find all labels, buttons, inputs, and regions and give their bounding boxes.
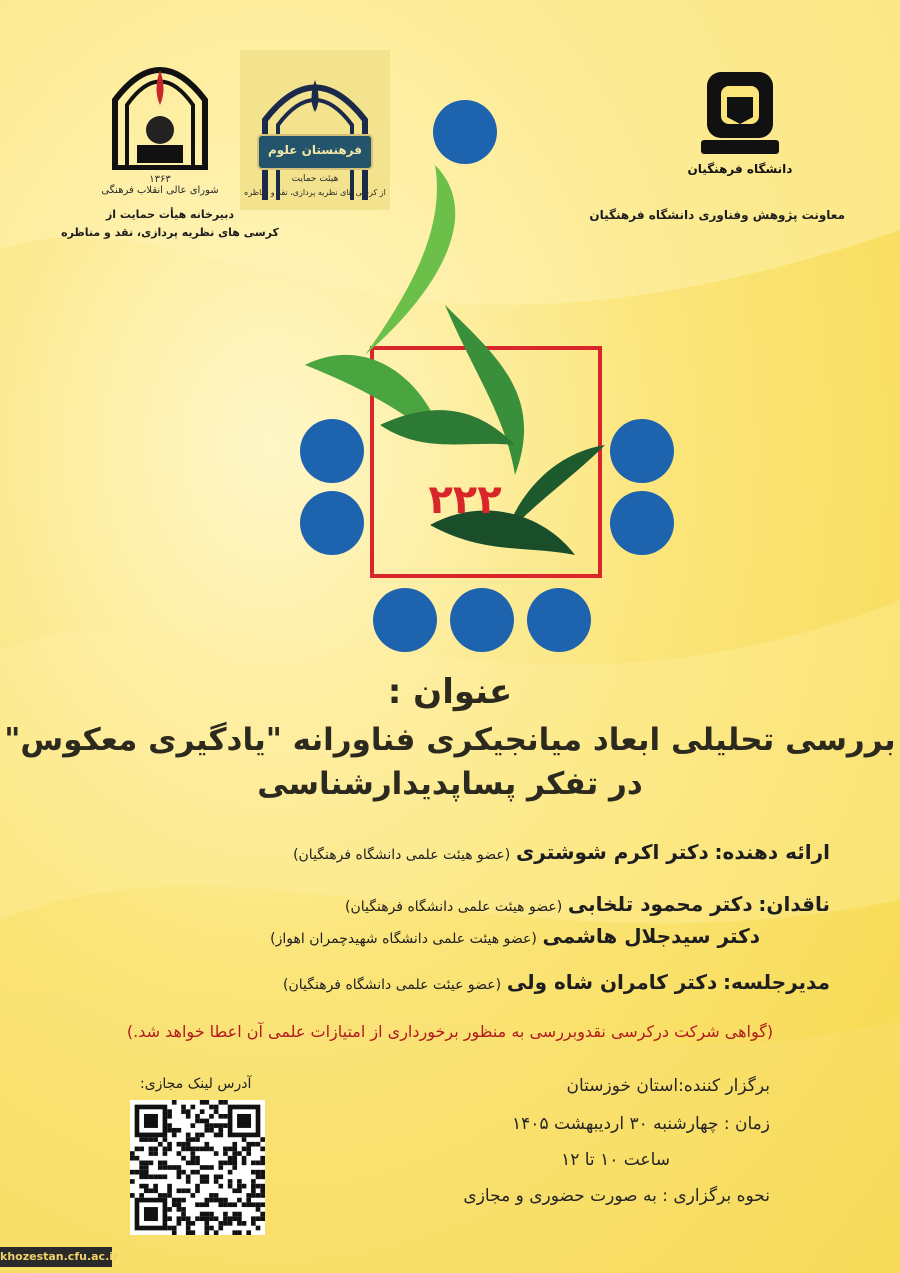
emblem-dot (373, 588, 437, 652)
moderator-name: دکتر کامران شاه ولی (506, 970, 718, 994)
critic-line-1 (345, 892, 830, 916)
critic-affiliation: (عضو هیئت علمی دانشگاه شهیدچمران اهواز) (270, 931, 537, 947)
event-date: زمان : چهارشنبه ۳۰ اردیبهشت ۱۴۰۵ (512, 1114, 770, 1134)
moderator-affiliation: (عضو عیئت علمی دانشگاه فرهنگیان) (283, 977, 502, 993)
title-label: عنوان : (387, 672, 513, 712)
moderator-line (283, 970, 830, 994)
link-label: آدرس لینک مجازی: (140, 1076, 252, 1092)
emblem-dot (610, 491, 674, 555)
emblem-dot (527, 588, 591, 652)
presenter-line (293, 840, 830, 864)
university-emblem-icon (695, 62, 785, 162)
critic-name: دکتر محمود تلخابی (567, 892, 753, 916)
critics-label: ناقدان: (758, 892, 830, 916)
event-hours: ساعت ۱۰ تا ۱۲ (561, 1150, 670, 1170)
certificate-note: (گواهی شرکت درکرسی نقدوبررسی به منظور برخورداری از امتیازات علمی آن اعطا خواهد شد.) (126, 1022, 774, 1041)
moderator-label: مدیرجلسه: (723, 970, 830, 994)
council-caption-2: کرسی های نظریه پردازی، نقد و مناظره (61, 226, 279, 239)
emblem-dot (450, 588, 514, 652)
presenter-name: دکتر اکرم شوشتری (515, 840, 709, 864)
critic-affiliation: (عضو هیئت علمی دانشگاه فرهنگیان) (345, 899, 563, 915)
qr-code[interactable] (130, 1100, 265, 1235)
university-caption: معاونت پژوهش وفناوری دانشگاه فرهنگیان (589, 208, 845, 222)
emblem-dot (300, 419, 364, 483)
emblem-dot (300, 491, 364, 555)
emblem-dot (433, 100, 497, 164)
event-mode: نحوه برگزاری : به صورت حضوری و مجازی (463, 1186, 770, 1206)
council-caption-1: دبیرخانه هیأت حمایت از (105, 208, 235, 221)
event-organizer: برگزار کننده:استان خوزستان (566, 1076, 770, 1096)
council-year: ۱۳۶۳ (149, 174, 171, 185)
council-name: شورای عالی انقلاب فرهنگی (101, 185, 219, 196)
footer-site[interactable]: khozestan.cfu.ac.ir (0, 1247, 112, 1267)
title-line-1: بررسی تحلیلی ابعاد میانجیکری فناورانه "یادگیری معکوس" (4, 722, 896, 758)
university-name: دانشگاه فرهنگیان (687, 162, 793, 176)
critic-line-2 (270, 924, 760, 948)
academy-caption-2: از کرسی های نظریه پردازی، نقد و مناظره (244, 188, 386, 197)
presenter-affiliation: (عضو هیئت علمی دانشگاه فرهنگیان) (293, 847, 511, 863)
council-logo (95, 50, 225, 196)
presenter-label: ارائه دهنده: (714, 840, 830, 864)
academy-caption-1: هیئت حمایت (291, 174, 339, 184)
council-emblem-icon (105, 50, 215, 170)
critic-name: دکتر سیدجلال هاشمی (542, 924, 760, 948)
academy-name: فرهنستان علوم (268, 143, 362, 157)
emblem-dot (610, 419, 674, 483)
emblem-leaf (365, 165, 455, 355)
event-emblem (285, 95, 705, 655)
title-line-2: در تفکر پساپدیدارشناسی (257, 766, 643, 802)
emblem-number: ۲۲۲ (428, 477, 502, 523)
emblem-leaf (380, 410, 515, 445)
emblem-leaf (445, 305, 524, 475)
